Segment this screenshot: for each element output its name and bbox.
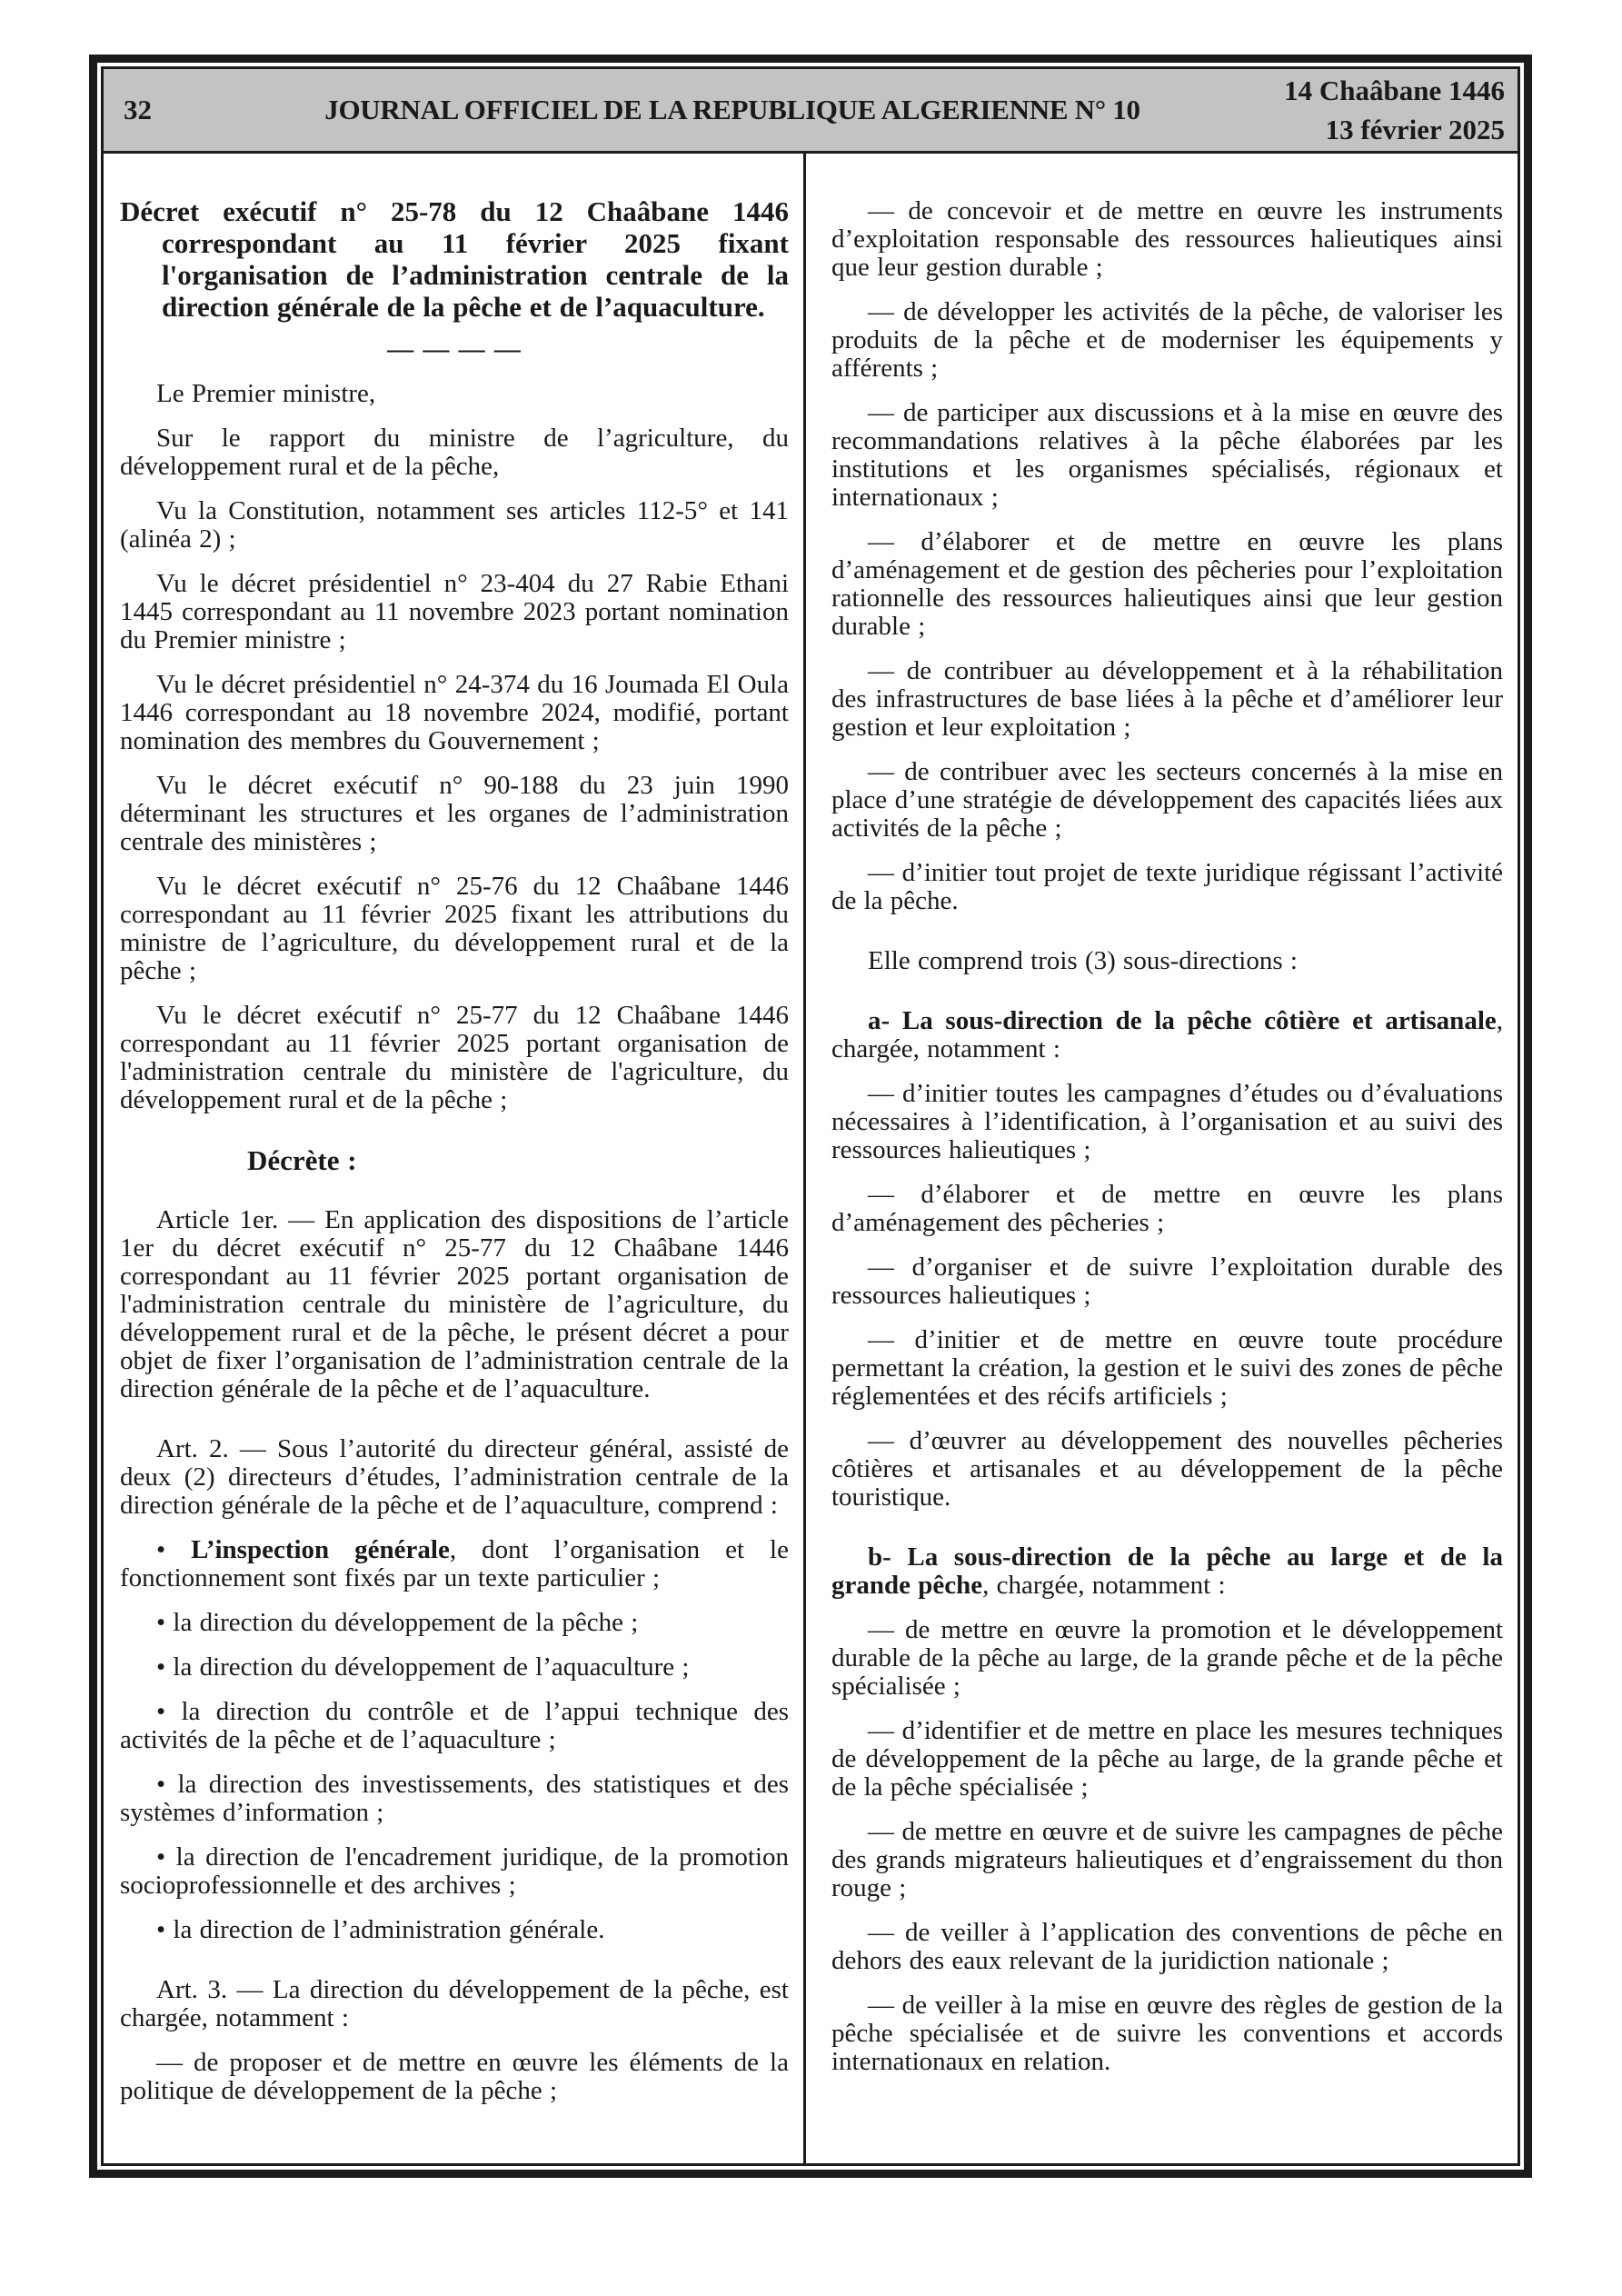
dash-item (831, 657, 1503, 742)
text-segment: Vu la Constitution, notamment ses articles 112-5° et 141 (alinéa 2) ; (120, 496, 789, 554)
text-segment: , chargée, notamment : (831, 1006, 1503, 1063)
paragraph (120, 424, 789, 481)
article-paragraph (120, 1206, 789, 1403)
bullet-item (120, 1843, 789, 1900)
text-segment: — d’œuvrer au développement des nouvelles pêcheries côtières et artisanales et au développement de la pêche touristique. (831, 1426, 1503, 1512)
text-segment: — d’élaborer et de mettre en œuvre les plans d’aménagement et de gestion des pêcheries pour l’exploitation rationnelle des ressources halieutiques ainsi que leur gestion durable ; (831, 527, 1503, 641)
text-segment: — de contribuer au développement et à la réhabilitation des infrastructures de base liées à la pêche et d’améliorer leur gestion et leur exploitation ; (831, 656, 1503, 742)
text-segment: • la direction du développement de la pêche ; (156, 1608, 639, 1637)
bullet-item (120, 1916, 789, 1944)
dash-item (831, 298, 1503, 383)
text-segment: , chargée, notamment : (982, 1571, 1226, 1600)
text-segment: a- La sous-direction de la pêche côtière et artisanale (868, 1006, 1497, 1035)
text-segment: • la direction du contrôle et de l’appui technique des activités de la pêche et de l’aquaculture ; (120, 1697, 789, 1754)
bullet-item (120, 1609, 789, 1637)
text-segment: • la direction de l'encadrement juridique, de la promotion socioprofessionnelle et des archives ; (120, 1842, 789, 1900)
date-gregorian: 13 février 2025 (1325, 114, 1505, 145)
dash-item (831, 1818, 1503, 1902)
text-segment: Elle comprend trois (3) sous-directions : (868, 946, 1298, 975)
text-segment: — — — — (387, 334, 522, 364)
text-segment: Vu le décret exécutif n° 25-76 du 12 Chaâbane 1446 correspondant au 11 février 2025 fixant les attributions du ministre de l’agriculture, du développement rural et de la pêche ; (120, 872, 789, 985)
bullet-item (120, 1698, 789, 1754)
text-segment: — de contribuer avec les secteurs concernés à la mise en place d’une stratégie de développement des capacités liées aux activités de la pêche ; (831, 757, 1503, 843)
dash-item (831, 399, 1503, 512)
page-header (104, 69, 1518, 154)
text-segment: — de mettre en œuvre la promotion et le développement durable de la pêche au large, de la grande pêche et de la pêche spécialisée ; (831, 1615, 1503, 1701)
right-column (806, 154, 1518, 2163)
bullet-item (120, 1653, 789, 1682)
page-number: 32 (124, 94, 152, 125)
text-segment: — de concevoir et de mettre en œuvre les instruments d’exploitation responsable des ressources halieutiques ainsi que leur gestion durable ; (831, 196, 1503, 282)
text-segment: Vu le décret exécutif n° 90-188 du 23 juin 1990 déterminant les structures et les organes de l’administration centrale des ministères ; (120, 771, 789, 856)
bullet-item (120, 1536, 789, 1592)
text-segment: Vu le décret exécutif n° 25-77 du 12 Chaâbane 1446 correspondant au 11 février 2025 portant organisation de l'administration centrale du ministère de l'agriculture, du développement rural et de la pêche ; (120, 1001, 789, 1114)
dash-item (831, 1992, 1503, 2076)
text-segment: , dont l’organisation et le fonctionnement sont fixés par un texte particulier ; (120, 1535, 789, 1592)
text-segment: Article 1er. — En application des dispositions de l’article 1er du décret exécutif n° 25-77 du 12 Chaâbane 1446 correspondant au 11 février 2025 portant organisation de l'administration centrale du ministère de l’agriculture, du développement rural et de la pêche, le présent décret a pour objet de fixer l’organisation de l’administration centrale de la direction générale de la pêche et de l’aquaculture. (120, 1205, 789, 1403)
dash-item (831, 197, 1503, 282)
text-segment: — d’initier tout projet de texte juridique régissant l’activité de la pêche. (831, 858, 1503, 915)
text-segment: • la direction du développement de l’aquaculture ; (156, 1652, 690, 1682)
dash-item (831, 859, 1503, 915)
issue-dates (1232, 71, 1505, 149)
bullet-item (120, 1771, 789, 1827)
text-segment: Art. 2. — Sous l’autorité du directeur général, assisté de deux (2) directeurs d’études, l’administration centrale de la direction générale de la pêche et de l’aquaculture, comprend : (120, 1434, 789, 1520)
text-segment: — de développer les activités de la pêche, de valoriser les produits de la pêche et de moderniser les équipements y afférents ; (831, 297, 1503, 383)
text-segment: b- La sous-direction de la pêche au large et de la grande pêche (831, 1542, 1503, 1600)
dash-item (831, 1717, 1503, 1802)
dash-item (831, 1427, 1503, 1512)
text-segment: • la direction des investissements, des statistiques et des systèmes d’information ; (120, 1770, 789, 1827)
text-segment: Décrète : (247, 1144, 357, 1176)
text-segment: Décret exécutif n° 25-78 du 12 Chaâbane 1446 correspondant au 11 février 2025 fixant l'organisation de l’administration centrale de la direction générale de la pêche et de l’aquaculture. (120, 195, 789, 323)
page-content (104, 154, 1518, 2163)
text-segment: — de veiller à la mise en œuvre des règles de gestion de la pêche spécialisée et de suivre les conventions et accords internationaux en relation. (831, 1991, 1503, 2076)
text-segment: Sur le rapport du ministre de l’agriculture, du développement rural et de la pêche, (120, 424, 789, 481)
paragraph (120, 380, 789, 408)
text-segment: — de veiller à l’application des conventions de pêche en dehors des eaux relevant de la juridiction nationale ; (831, 1918, 1503, 1975)
text-segment: — de participer aux discussions et à la mise en œuvre des recommandations relatives à la pêche élaborées par les institutions et les organismes spécialisés, régionaux et internationaux ; (831, 398, 1503, 512)
vu-clause (120, 570, 789, 654)
vu-clause (120, 772, 789, 856)
vu-clause (120, 1002, 789, 1114)
separator-dashes (120, 335, 789, 364)
dash-item (831, 1181, 1503, 1237)
text-segment: — d’initier toutes les campagnes d’études ou d’évaluations nécessaires à l’identification, à l’organisation et au suivi des ressources halieutiques ; (831, 1079, 1503, 1164)
dash-item (831, 1253, 1503, 1310)
paragraph (831, 947, 1503, 975)
dash-item (831, 758, 1503, 843)
page-frame-inner (101, 66, 1520, 2166)
subsection-heading (831, 1543, 1503, 1600)
vu-clause (120, 873, 789, 985)
text-segment: Le Premier ministre, (156, 379, 376, 408)
text-segment: Art. 3. — La direction du développement de la pêche, est chargée, notamment : (120, 1975, 789, 2032)
dash-item (831, 1080, 1503, 1164)
text-segment: Vu le décret présidentiel n° 23-404 du 27 Rabie Ethani 1445 correspondant au 11 novembre 2023 portant nomination du Premier ministre ; (120, 569, 789, 654)
date-hijri: 14 Chaâbane 1446 (1284, 75, 1505, 106)
text-segment: L’inspection générale (191, 1535, 450, 1564)
decrete-heading (120, 1146, 789, 1174)
text-segment: — de mettre en œuvre et de suivre les campagnes de pêche des grands migrateurs halieutiques et d’engraissement du thon rouge ; (831, 1817, 1503, 1902)
dash-item (831, 1919, 1503, 1975)
text-segment: • la direction de l’administration générale. (156, 1915, 605, 1944)
vu-clause (120, 671, 789, 755)
text-segment: — de proposer et de mettre en œuvre les éléments de la politique de développement de la pêche ; (120, 2048, 789, 2105)
page-frame (89, 55, 1532, 2178)
text-segment: — d’initier et de mettre en œuvre toute procédure permettant la création, la gestion et le suivi des zones de pêche réglementées et des récifs artificiels ; (831, 1325, 1503, 1411)
text-segment: — d’organiser et de suivre l’exploitation durable des ressources halieutiques ; (831, 1253, 1503, 1310)
left-column (104, 154, 803, 2163)
text-segment: — d’identifier et de mettre en place les mesures techniques de développement de la pêche au large, de la grande pêche et de la pêche spécialisée ; (831, 1716, 1503, 1802)
article-paragraph (120, 1435, 789, 1520)
dash-item (831, 528, 1503, 641)
subsection-heading (831, 1007, 1503, 1063)
article-paragraph (120, 1976, 789, 2032)
dash-item (831, 1326, 1503, 1411)
text-segment: Vu le décret présidentiel n° 24-374 du 16 Joumada El Oula 1446 correspondant au 18 novembre 2024, modifié, portant nomination des membres du Gouvernement ; (120, 670, 789, 755)
dash-item (120, 2049, 789, 2105)
vu-clause (120, 497, 789, 554)
text-segment: — d’élaborer et de mettre en œuvre les plans d’aménagement des pêcheries ; (831, 1180, 1503, 1237)
text-segment: • (156, 1535, 192, 1564)
decree-title (120, 195, 789, 323)
dash-item (831, 1616, 1503, 1701)
journal-title: JOURNAL OFFICIEL DE LA REPUBLIQUE ALGERIENNE N° 10 (324, 94, 1140, 125)
